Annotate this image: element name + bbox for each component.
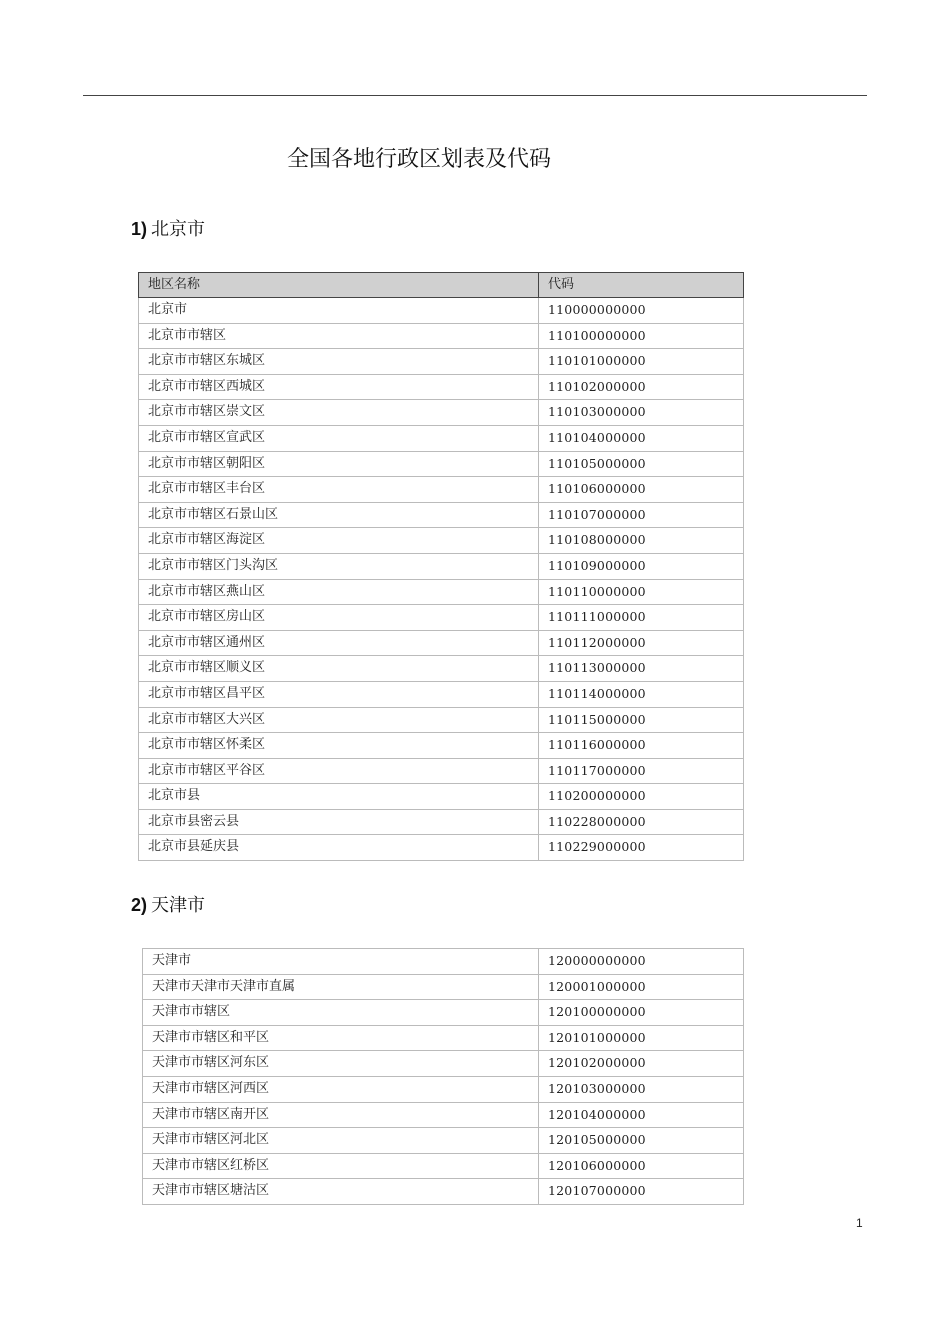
region-name-cell: 天津市市辖区河西区	[143, 1076, 539, 1102]
table-row	[143, 1128, 744, 1154]
table-row	[139, 553, 744, 579]
region-name-cell: 天津市市辖区河北区	[143, 1128, 539, 1154]
region-name-cell: 北京市市辖区西城区	[139, 374, 539, 400]
column-header-name: 地区名称	[139, 273, 539, 298]
region-name-cell: 北京市市辖区	[139, 323, 539, 349]
table-row	[139, 605, 744, 631]
region-code-cell: 110200000000	[539, 784, 744, 810]
region-name-cell: 北京市市辖区怀柔区	[139, 733, 539, 759]
table-row	[139, 425, 744, 451]
table-row	[143, 1102, 744, 1128]
table-row	[139, 374, 744, 400]
table-row	[139, 835, 744, 861]
region-code-cell: 110100000000	[539, 323, 744, 349]
region-code-cell: 120107000000	[539, 1179, 744, 1205]
page-number: 1	[856, 1216, 863, 1230]
section-heading-tianjin	[131, 891, 205, 917]
table-row	[143, 1051, 744, 1077]
region-code-cell: 120104000000	[539, 1102, 744, 1128]
region-name-cell: 北京市市辖区通州区	[139, 630, 539, 656]
table-row	[143, 974, 744, 1000]
region-name-cell: 天津市市辖区塘沽区	[143, 1179, 539, 1205]
region-code-cell: 110111000000	[539, 605, 744, 631]
region-name-cell: 北京市市辖区崇文区	[139, 400, 539, 426]
table-row	[143, 1000, 744, 1026]
table-row	[143, 1179, 744, 1205]
region-name-cell: 北京市市辖区东城区	[139, 349, 539, 375]
region-name-cell: 北京市市辖区大兴区	[139, 707, 539, 733]
region-code-cell: 110228000000	[539, 809, 744, 835]
region-name-cell: 天津市天津市天津市直属	[143, 974, 539, 1000]
region-code-cell: 110102000000	[539, 374, 744, 400]
table-row	[139, 400, 744, 426]
region-code-cell: 120102000000	[539, 1051, 744, 1077]
table-row	[139, 758, 744, 784]
region-name-cell: 北京市县	[139, 784, 539, 810]
region-code-cell: 110108000000	[539, 528, 744, 554]
region-name-cell: 北京市市辖区石景山区	[139, 502, 539, 528]
region-name-cell: 天津市市辖区	[143, 1000, 539, 1026]
section-name: 天津市	[151, 895, 206, 916]
table-row	[139, 502, 744, 528]
region-name-cell: 北京市市辖区朝阳区	[139, 451, 539, 477]
region-code-cell: 110115000000	[539, 707, 744, 733]
region-code-cell: 110107000000	[539, 502, 744, 528]
region-code-cell: 120100000000	[539, 1000, 744, 1026]
region-code-cell: 110112000000	[539, 630, 744, 656]
table-row	[139, 477, 744, 503]
region-code-cell: 110105000000	[539, 451, 744, 477]
tianjin-region-table	[142, 948, 744, 1205]
region-code-cell: 120001000000	[539, 974, 744, 1000]
region-name-cell: 北京市市辖区海淀区	[139, 528, 539, 554]
table-row	[139, 451, 744, 477]
table-row	[139, 579, 744, 605]
document-title: 全国各地行政区划表及代码	[286, 147, 551, 172]
region-name-cell: 北京市市辖区昌平区	[139, 681, 539, 707]
region-code-cell: 120106000000	[539, 1153, 744, 1179]
table-row	[143, 1025, 744, 1051]
header-rule	[83, 95, 867, 96]
region-code-cell: 110000000000	[539, 298, 744, 324]
region-name-cell: 天津市市辖区红桥区	[143, 1153, 539, 1179]
region-name-cell: 北京市市辖区门头沟区	[139, 553, 539, 579]
table-header-row	[139, 273, 744, 298]
region-name-cell: 天津市市辖区南开区	[143, 1102, 539, 1128]
region-name-cell: 北京市县延庆县	[139, 835, 539, 861]
region-code-cell: 110104000000	[539, 425, 744, 451]
table-row	[139, 656, 744, 682]
table-row	[139, 707, 744, 733]
section-number: 2)	[131, 895, 148, 915]
beijing-region-table	[138, 272, 744, 861]
region-name-cell: 北京市市辖区平谷区	[139, 758, 539, 784]
table-row	[139, 323, 744, 349]
region-code-cell: 110106000000	[539, 477, 744, 503]
table-row	[139, 349, 744, 375]
region-name-cell: 北京市市辖区房山区	[139, 605, 539, 631]
region-name-cell: 天津市	[143, 949, 539, 975]
table-row	[139, 681, 744, 707]
region-code-cell: 110101000000	[539, 349, 744, 375]
region-name-cell: 北京市	[139, 298, 539, 324]
table-row	[139, 733, 744, 759]
region-code-cell: 110109000000	[539, 553, 744, 579]
region-code-cell: 120105000000	[539, 1128, 744, 1154]
table-row	[143, 949, 744, 975]
region-name-cell: 北京市市辖区丰台区	[139, 477, 539, 503]
table-row	[139, 784, 744, 810]
section-name: 北京市	[151, 219, 206, 240]
table-row	[143, 1153, 744, 1179]
region-name-cell: 北京市县密云县	[139, 809, 539, 835]
region-code-cell: 120103000000	[539, 1076, 744, 1102]
region-name-cell: 北京市市辖区宣武区	[139, 425, 539, 451]
table-row	[139, 809, 744, 835]
region-code-cell: 120101000000	[539, 1025, 744, 1051]
region-name-cell: 北京市市辖区燕山区	[139, 579, 539, 605]
region-name-cell: 天津市市辖区河东区	[143, 1051, 539, 1077]
section-number: 1)	[131, 219, 148, 239]
region-code-cell: 110117000000	[539, 758, 744, 784]
region-code-cell: 110114000000	[539, 681, 744, 707]
table-row	[139, 298, 744, 324]
region-code-cell: 110116000000	[539, 733, 744, 759]
region-name-cell: 天津市市辖区和平区	[143, 1025, 539, 1051]
table-row	[139, 630, 744, 656]
section-heading-beijing	[131, 215, 205, 241]
region-code-cell: 120000000000	[539, 949, 744, 975]
region-code-cell: 110103000000	[539, 400, 744, 426]
table-row	[139, 528, 744, 554]
table-row	[143, 1076, 744, 1102]
region-code-cell: 110110000000	[539, 579, 744, 605]
region-name-cell: 北京市市辖区顺义区	[139, 656, 539, 682]
column-header-code: 代码	[539, 273, 744, 298]
region-code-cell: 110229000000	[539, 835, 744, 861]
region-code-cell: 110113000000	[539, 656, 744, 682]
